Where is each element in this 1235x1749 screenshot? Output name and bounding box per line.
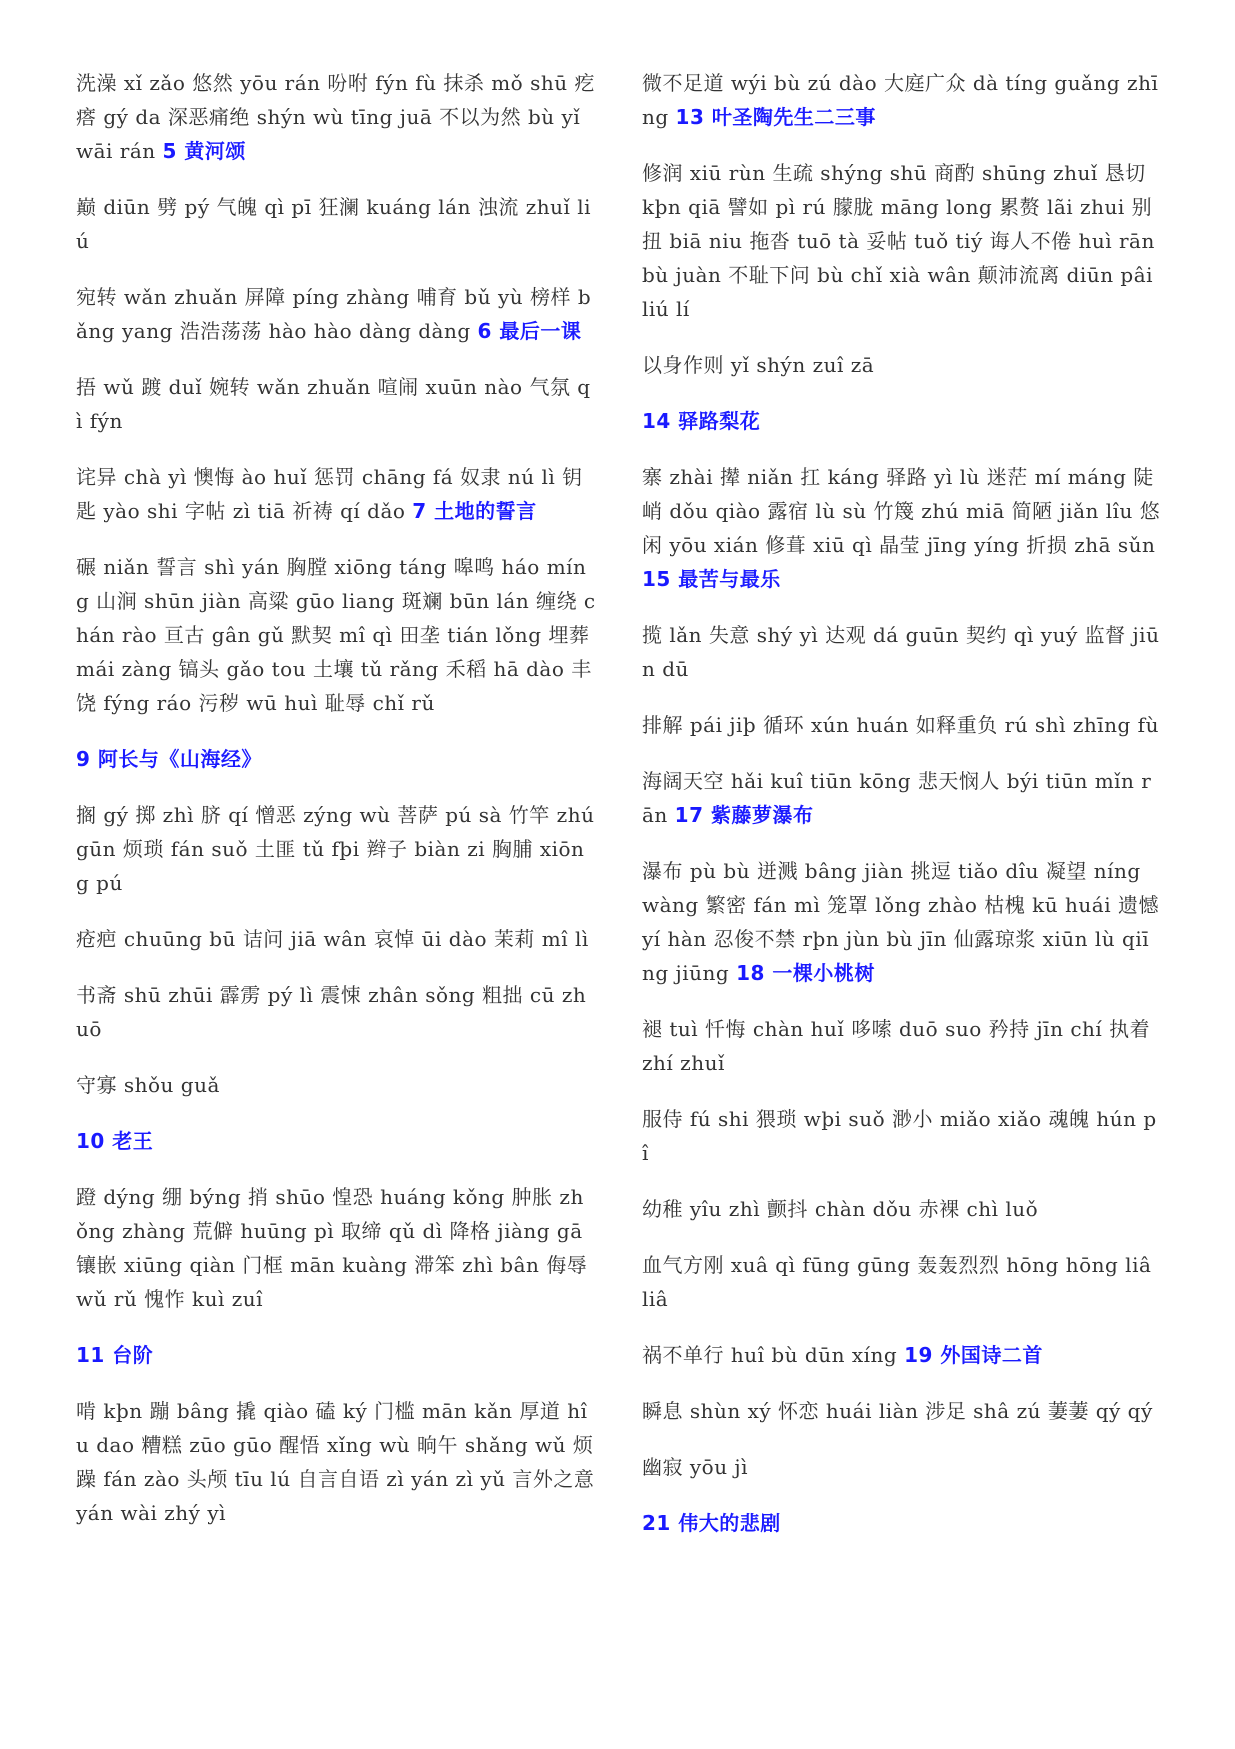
vocab-text: 书斋 shū zhūi 霹雳 pý lì 震悚 zhân sǒng 粗拙 cū zhuō: [76, 983, 587, 1041]
vocab-paragraph: [76, 190, 596, 258]
vocab-text: 微不足道 wýi bù zú dào 大庭广众 dà tíng guǎng zhīng: [642, 71, 1159, 129]
vocab-text: 搁 gý 掷 zhì 脐 qí 憎恶 zýng wù 菩萨 pú sà 竹竿 zhú gūn 烦琐 fán suǒ 土匪 tǔ fþi 辫子 biàn zi 胸脯 xiōng pú: [76, 803, 595, 895]
lesson-heading: 14 驿路梨花: [642, 409, 761, 433]
lesson-heading: 21 伟大的悲剧: [642, 1511, 781, 1535]
lesson-heading-line: [642, 1506, 1162, 1540]
vocab-text: 碾 niǎn 誓言 shì yán 胸膛 xiōng táng 嗥鸣 háo míng 山涧 shūn jiàn 高粱 gūo liang 斑斓 būn lán 缠绕 chán rào 亘古 gân gǔ 默契 mî qì 田垄 tián lǒng 埋葬 mái zàng 镐头 gǎo tou 土壤 tǔ rǎng 禾稻 hā dào 丰饶 fýng ráo 污秽 wū huì 耻辱 chǐ rǔ: [76, 555, 596, 715]
vocab-text: 血气方刚 xuâ qì fūng gūng 轰轰烈烈 hōng hōng liâ liâ: [642, 1253, 1152, 1311]
vocab-text: 揽 lǎn 失意 shý yì 达观 dá guūn 契约 qì yuý 监督 jiūn dū: [642, 623, 1160, 681]
vocab-paragraph: [642, 1102, 1162, 1170]
vocab-paragraph: [642, 1248, 1162, 1316]
vocab-text: 祸不单行 huî bù dūn xíng: [642, 1343, 905, 1367]
vocab-text: 海阔天空 hǎi kuî tiūn kōng 悲天悯人 býi tiūn mǐn rān: [642, 769, 1152, 827]
vocab-text: 宛转 wǎn zhuǎn 屏障 píng zhàng 哺育 bǔ yù 榜样 bǎng yang 浩浩荡荡 hào hào dàng dàng: [76, 285, 592, 343]
vocab-text: 疮疤 chuūng bū 诘问 jiā wân 哀悼 ūi dào 茉莉 mî lì: [76, 927, 589, 951]
vocab-paragraph: [642, 1012, 1162, 1080]
vocab-paragraph: [642, 460, 1162, 596]
lesson-heading: 10 老王: [76, 1129, 154, 1153]
vocab-text: 诧异 chà yì 懊悔 ào huǐ 惩罚 chāng fá 奴隶 nú lì 钥匙 yào shi 字帖 zì tiā 祈祷 qí dǎo: [76, 465, 583, 523]
vocab-text: 洗澡 xǐ zǎo 悠然 yōu rán 吩咐 fýn fù 抹杀 mǒ shū 疙瘩 gý da 深恶痛绝 shýn wù tīng juā 不以为然 bù yǐ wāi rán: [76, 71, 595, 163]
vocab-paragraph: [76, 66, 596, 168]
vocab-text: 寨 zhài 撵 niǎn 扛 káng 驿路 yì lù 迷茫 mí máng 陡峭 dǒu qiào 露宿 lù sù 竹篾 zhú miā 简陋 jiǎn lîu 悠闲 yōu xián 修葺 xiū qì 晶莹 jīng yíng 折损 zhā sǔn: [642, 465, 1161, 557]
vocab-paragraph: [76, 798, 596, 900]
lesson-heading-line: [642, 404, 1162, 438]
vocab-text: 守寡 shǒu guǎ: [76, 1073, 220, 1097]
right-column: [642, 66, 1162, 1562]
lesson-heading: 18 一棵小桃树: [736, 961, 875, 985]
vocab-paragraph: [642, 156, 1162, 326]
vocab-paragraph: [76, 1180, 596, 1316]
vocab-paragraph: [642, 708, 1162, 742]
vocab-text: 巅 diūn 劈 pý 气魄 qì pī 狂澜 kuáng lán 浊流 zhuǐ liú: [76, 195, 592, 253]
vocab-text: 捂 wǔ 踱 duǐ 婉转 wǎn zhuǎn 喧闹 xuūn nào 气氛 qì fýn: [76, 375, 591, 433]
vocab-text: 以身作则 yǐ shýn zuî zā: [642, 353, 875, 377]
vocab-text: 幽寂 yōu jì: [642, 1455, 749, 1479]
left-column: [76, 66, 596, 1552]
vocab-paragraph: [76, 1394, 596, 1530]
vocab-paragraph: [642, 348, 1162, 382]
vocab-paragraph: [76, 280, 596, 348]
vocab-paragraph: [76, 550, 596, 720]
vocab-paragraph: [76, 370, 596, 438]
vocab-paragraph: [76, 922, 596, 956]
lesson-heading: 9 阿长与《山海经》: [76, 747, 262, 771]
vocab-text: 瀑布 pù bù 迸溅 bâng jiàn 挑逗 tiǎo dîu 凝望 níng wàng 繁密 fán mì 笼罩 lǒng zhào 枯槐 kū huái 遗憾 yí hàn 忍俊不禁 rþn jùn bù jīn 仙露琼浆 xiūn lù qiīng jiūng: [642, 859, 1159, 985]
vocab-paragraph: [642, 1394, 1162, 1428]
vocab-paragraph: [642, 66, 1162, 134]
vocab-text: 修润 xiū rùn 生疏 shýng shū 商酌 shūng zhuǐ 恳切 kþn qiā 譬如 pì rú 朦胧 māng long 累赘 lãi zhui 别扭 biā niu 拖沓 tuō tà 妥帖 tuǒ tiý 诲人不倦 huì rān bù juàn 不耻下问 bù chǐ xià wân 颠沛流离 diūn pâi liú lí: [642, 161, 1155, 321]
vocab-paragraph: [76, 1068, 596, 1102]
lesson-heading: 15 最苦与最乐: [642, 567, 781, 591]
lesson-heading-line: [76, 1338, 596, 1372]
vocab-text: 褪 tuì 忏悔 chàn huǐ 哆嗦 duō suo 矜持 jīn chí 执着 zhí zhuǐ: [642, 1017, 1151, 1075]
vocab-text: 排解 pái jiþ 循环 xún huán 如释重负 rú shì zhīng fù: [642, 713, 1159, 737]
lesson-heading: 7 土地的誓言: [412, 499, 537, 523]
vocab-paragraph: [642, 1450, 1162, 1484]
lesson-heading: 13 叶圣陶先生二三事: [675, 105, 876, 129]
vocab-paragraph: [76, 460, 596, 528]
lesson-heading-line: [76, 1124, 596, 1158]
vocab-paragraph: [642, 1192, 1162, 1226]
vocab-text: 服侍 fú shi 猥琐 wþi suǒ 渺小 miǎo xiǎo 魂魄 hún pî: [642, 1107, 1157, 1165]
vocab-text: 啃 kþn 蹦 bâng 撬 qiào 磕 ký 门槛 mān kǎn 厚道 hîu dao 糟糕 zūo gūo 醒悟 xǐng wù 晌午 shǎng wǔ 烦躁 fán zào 头颅 tīu lú 自言自语 zì yán zì yǔ 言外之意 yán wài zhý yì: [76, 1399, 595, 1525]
vocab-paragraph: [642, 1338, 1162, 1372]
lesson-heading: 5 黄河颂: [162, 139, 246, 163]
vocab-paragraph: [642, 854, 1162, 990]
lesson-heading: 11 台阶: [76, 1343, 154, 1367]
vocab-text: 幼稚 yîu zhì 颤抖 chàn dǒu 赤裸 chì luǒ: [642, 1197, 1039, 1221]
vocab-paragraph: [76, 978, 596, 1046]
lesson-heading: 6 最后一课: [477, 319, 582, 343]
vocab-text: 蹬 dýng 绷 býng 捎 shūo 惶恐 huáng kǒng 肿胀 zhǒng zhàng 荒僻 huūng pì 取缔 qǔ dì 降格 jiàng gā 镶嵌 xiūng qiàn 门框 mān kuàng 滞笨 zhì bân 侮辱 wǔ rǔ 愧怍 kuì zuî: [76, 1185, 588, 1311]
vocab-text: 瞬息 shùn xý 怀恋 huái liàn 涉足 shâ zú 萋萋 qý qý: [642, 1399, 1153, 1423]
vocab-paragraph: [642, 764, 1162, 832]
lesson-heading-line: [76, 742, 596, 776]
vocab-paragraph: [642, 618, 1162, 686]
lesson-heading: 19 外国诗二首: [904, 1343, 1043, 1367]
lesson-heading: 17 紫藤萝瀑布: [674, 803, 814, 827]
